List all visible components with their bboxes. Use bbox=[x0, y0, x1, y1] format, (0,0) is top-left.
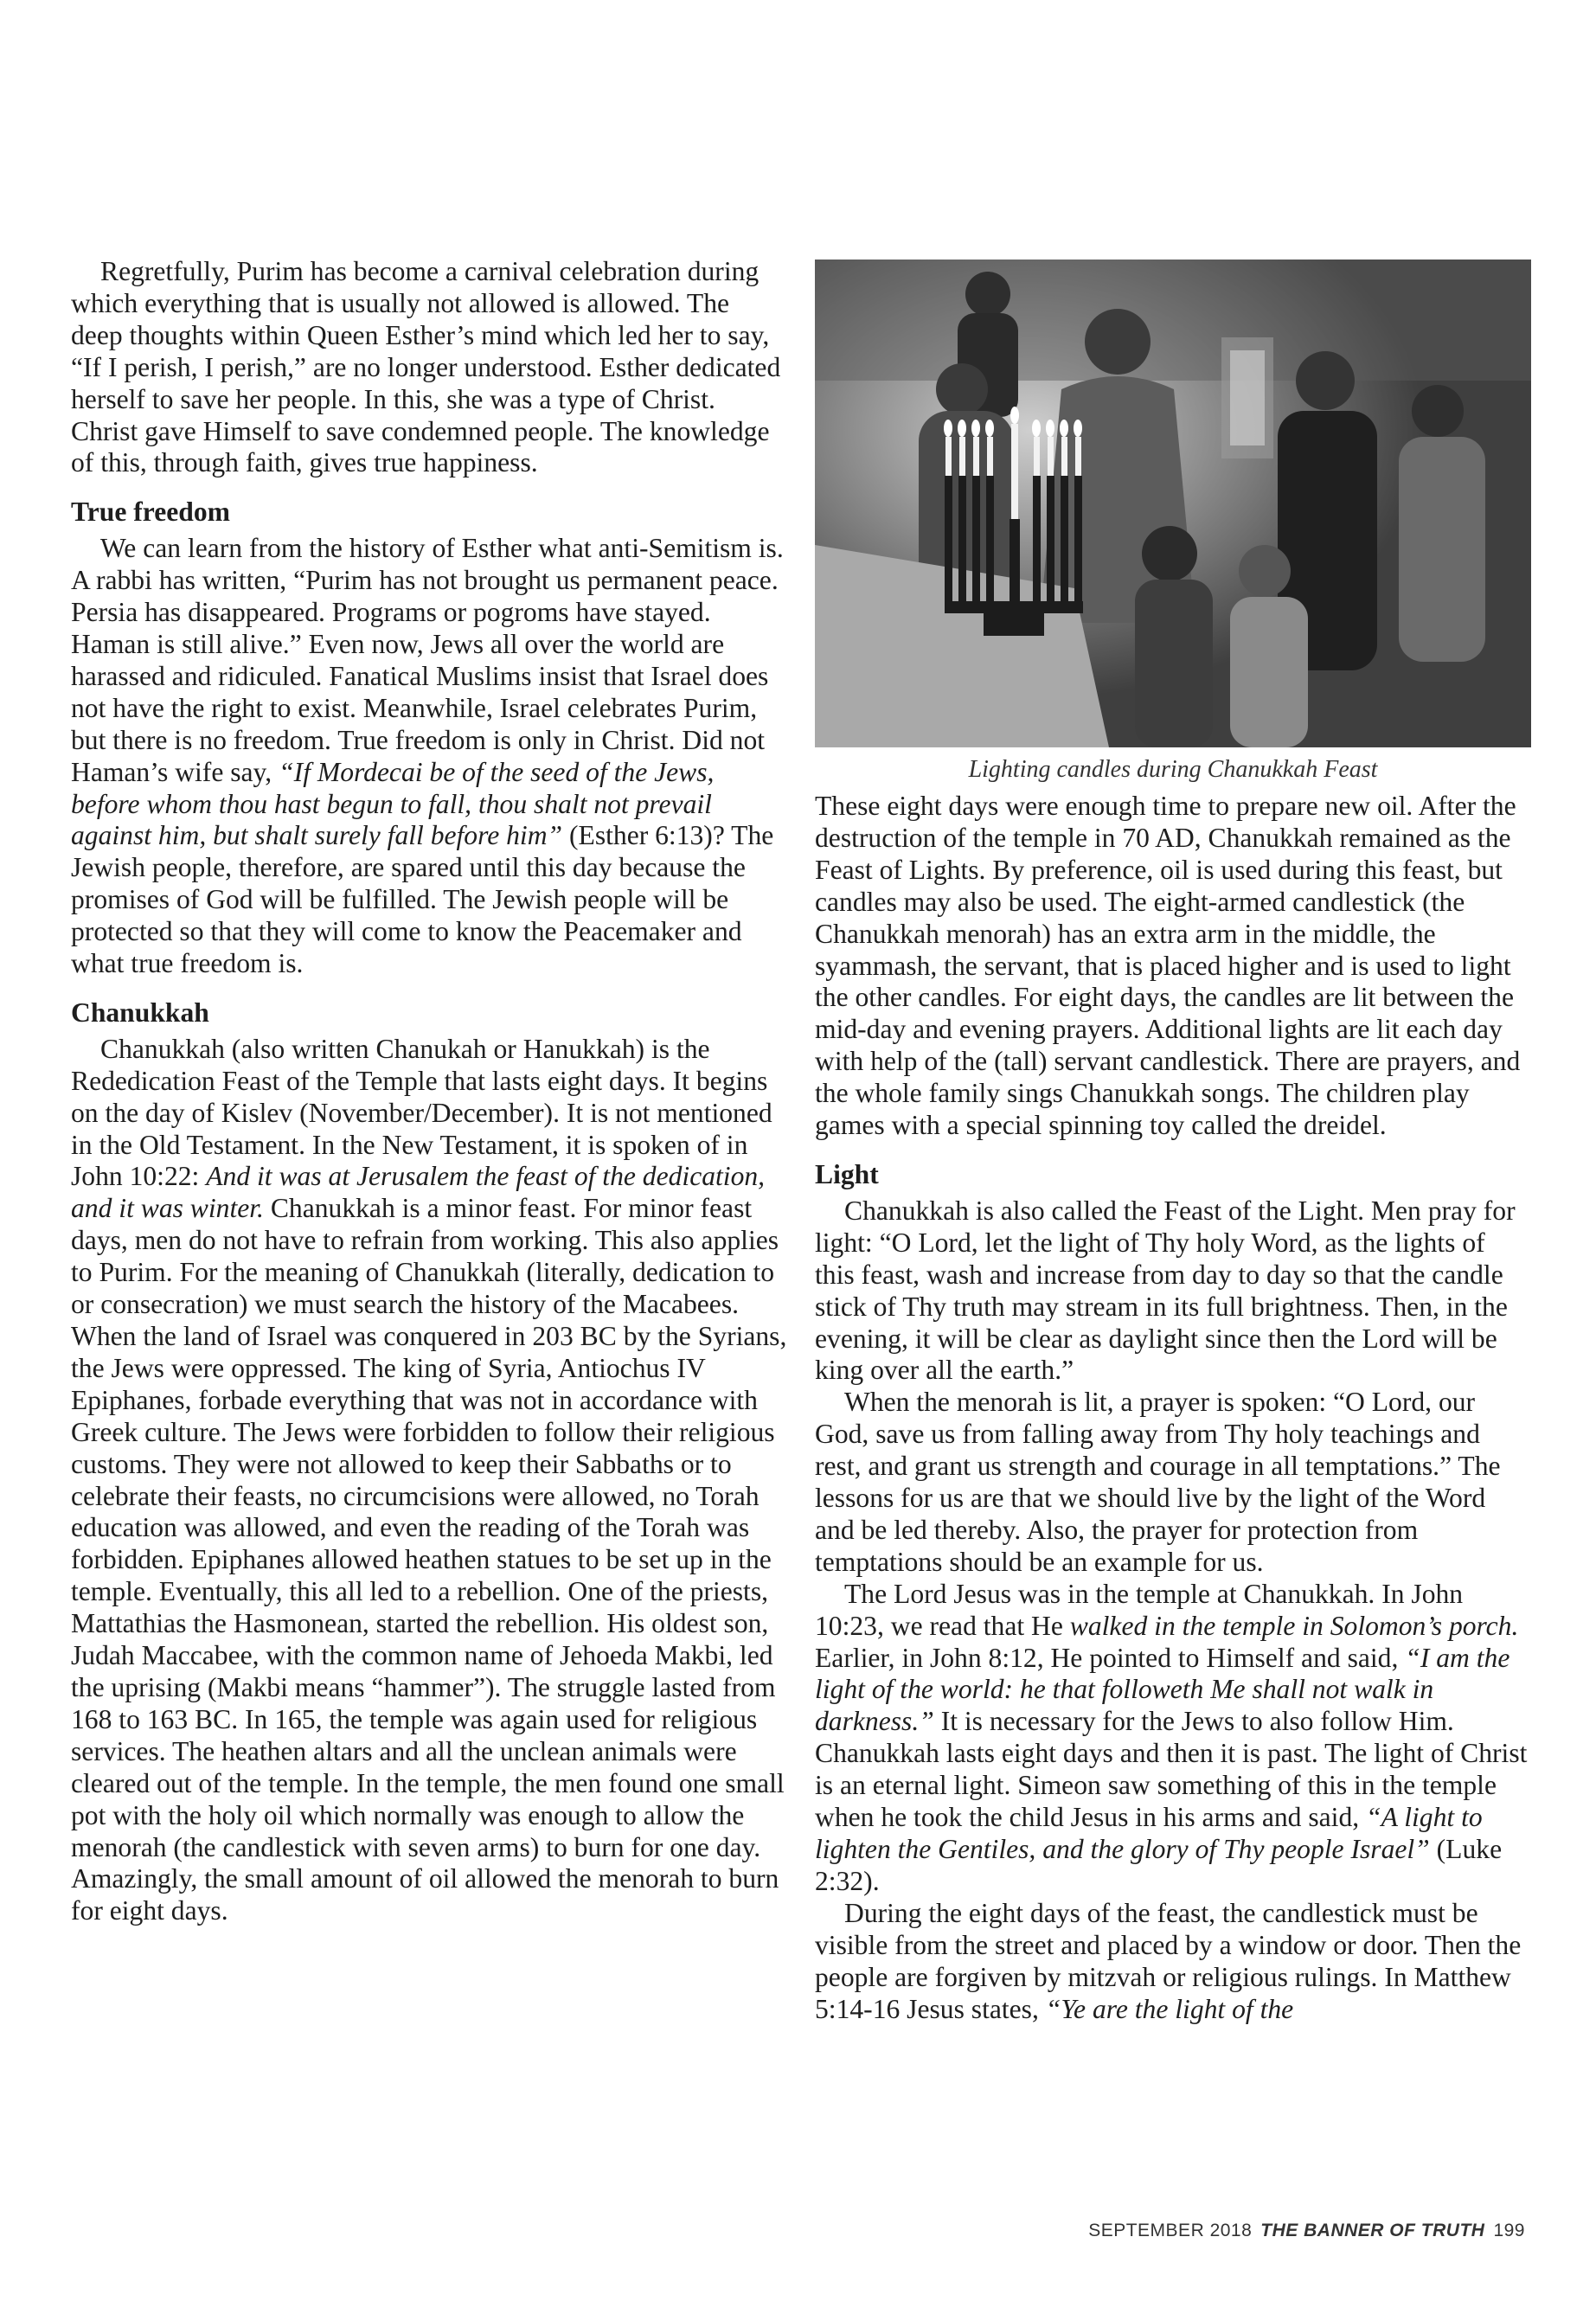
scripture-quote: “I am the light of the world: he that followeth Me shall not walk in darkness.” bbox=[815, 1642, 1510, 1737]
magazine-title: THE BANNER OF TRUTH bbox=[1260, 2221, 1485, 2240]
photo-caption: Lighting candles during Chanukkah Feast bbox=[968, 756, 1378, 783]
chanukkah-photo bbox=[815, 260, 1531, 747]
text: It is necessary for the Jews to also follow Him. Chanukkah lasts eight days and then it is past. The light of Christ is an eternal light. Simeon saw something of this in the temple when he took the child Jesus in his arms and said, bbox=[815, 1706, 1528, 1833]
figure bbox=[815, 260, 1531, 785]
issue-date: SEPTEMBER 2018 bbox=[1088, 2221, 1253, 2240]
paragraph-eight-days: These eight days were enough time to prepare new oil. After the destruction of the temple in 70 AD, Chanukkah remained as the Feast of Lights. By preference, oil is used during this feast, but candles may also be used. The eight-armed candlestick (the Chanukkah menorah) has an extra arm in the middle, the syammash, the servant, that is placed higher and is used to light the other candles. For eight days, the candles are lit between the mid-day and evening prayers. Additional lights are lit each day with help of the (tall) servant candlestick. There are prayers, and the whole family sings Chanukkah songs. The children play games with a special spinning toy called the dreidel. bbox=[815, 791, 1521, 1141]
text: Earlier, in John 8:12, He pointed to Himself and said, bbox=[815, 1642, 1406, 1673]
paragraph-menorah-prayer: When the menorah is lit, a prayer is spoken: “O Lord, our God, save us from falling away from Thy holy teachings and rest, and grant us strength and courage in all temptations.” The lessons for us are that we should live by the light of the Word and be led thereby. Also, the prayer for protection from temptations should be an example for us. bbox=[815, 1387, 1501, 1577]
page-footer bbox=[1088, 2221, 1525, 2241]
text: (Luke 2:32). bbox=[815, 1834, 1503, 1896]
heading-chanukkah: Chanukkah bbox=[71, 997, 209, 1028]
heading-light: Light bbox=[815, 1158, 879, 1189]
text: Chanukkah is a minor feast. For minor feast days, men do not have to refrain from working. This also applies to Purim. For the meaning of Chanukkah (literally, dedication to or consecration) we must search the history of the Macabees. When the land of Israel was conquered in 203 BC by the Syrians, the Jews were oppressed. The king of Syria, Antiochus IV Epiphanes, forbade everything that was not in accordance with Greek culture. The Jews were forbidden to follow their religious customs. They were not allowed to keep their Sabbaths or to celebrate their feasts, no circumcisions were allowed, no Torah education was allowed, and even the reading of the Torah was forbidden. Epiphanes allowed heathen statues to be set up in the temple. Eventually, this all led to a rebellion. One of the priests, Mattathias the Hasmonean, started the rebellion. His oldest son, Judah Maccabee, with the common name of Jehoeda Makbi, led the uprising (Makbi means “hammer”). The struggle lasted from 168 to 163 BC. In 165, the temple was again used for religious services. The heathen altars and all the unclean animals were cleared out of the temple. In the temple, the men found one small pot with the holy oil which normally was enough to allow the menorah (the candlestick with seven arms) to burn for one day. Amazingly, the small amount of oil allowed the menorah to burn for eight days. bbox=[71, 1193, 787, 1926]
scripture-quote: And it was at Jerusalem the feast of the dedication, and it was winter. bbox=[71, 1161, 766, 1224]
text: During the eight days of the feast, the candlestick must be visible from the street and placed by a window or door. Then the people are forgiven by mitzvah or religious rulings. In Matthew 5:14-16 Jesus states, bbox=[815, 1897, 1522, 2024]
right-column bbox=[815, 256, 1531, 2025]
scripture-quote: “Ye are the light of the bbox=[1045, 1993, 1294, 2024]
text: (Esther 6:13)? The Jewish people, therefore, are spared until this day because the promises of God will be fulfilled. The Jewish people will be protected so that they will come to know the Peacemaker and what true freedom is. bbox=[71, 820, 774, 979]
scripture-quote: walked in the temple in Solomon’s porch. bbox=[1069, 1610, 1519, 1641]
paragraph-candlestick-window bbox=[815, 1898, 1531, 2026]
paragraph-anti-semitism bbox=[71, 533, 787, 980]
scripture-quote: “A light to lighten the Gentiles, and the glory of Thy people Israel” bbox=[815, 1802, 1483, 1864]
page-number: 199 bbox=[1493, 2221, 1525, 2240]
text: The Lord Jesus was in the temple at Chanukkah. In John 10:23, we read that He bbox=[815, 1578, 1464, 1641]
left-column bbox=[71, 256, 787, 1927]
text: We can learn from the history of Esther what anti-Semitism is. A rabbi has written, “Purim has not brought us permanent peace. Persia has disappeared. Programs or pogroms have stayed. Haman is still alive.” Even now, Jews all over the world are harassed and ridiculed. Fanatical Muslims insist that Israel does not have the right to exist. Meanwhile, Israel celebrates Purim, but there is no freedom. True freedom is only in Christ. Did not Haman’s wife say, bbox=[71, 533, 784, 787]
paragraph-jesus-temple bbox=[815, 1579, 1531, 1898]
text: Chanukkah (also written Chanukah or Hanukkah) is the Rededication Feast of the Temple that lasts eight days. It begins on the day of Kislev (November/December). It is not mentioned in the Old Testament. In the New Testament, it is spoken of in John 10:22: bbox=[71, 1033, 772, 1192]
paragraph-purim-carnival: Regretfully, Purim has become a carnival celebration during which everything that is usually not allowed is allowed. The deep thoughts within Queen Esther’s mind which led her to say, “If I perish, I perish,” are no longer understood. Esther dedicated herself to save her people. In this, she was a type of Christ. Christ gave Himself to save condemned people. The knowledge of this, through faith, gives true happiness. bbox=[71, 256, 781, 478]
paragraph-feast-of-light: Chanukkah is also called the Feast of the Light. Men pray for light: “O Lord, let the light of Thy holy Word, as the lights of this feast, wash and increase from day to day so that the candle stick of Thy truth may stream in its full brightness. Then, in the evening, it will be clear as daylight since then the Lord will be king over all the earth.” bbox=[815, 1195, 1516, 1386]
heading-true-freedom: True freedom bbox=[71, 497, 230, 528]
paragraph-chanukkah-history bbox=[71, 1034, 787, 1927]
scripture-quote: “If Mordecai be of the seed of the Jews, before whom thou hast begun to fall, thou shalt not prevail against him, but shalt surely fall before him” bbox=[71, 756, 715, 851]
